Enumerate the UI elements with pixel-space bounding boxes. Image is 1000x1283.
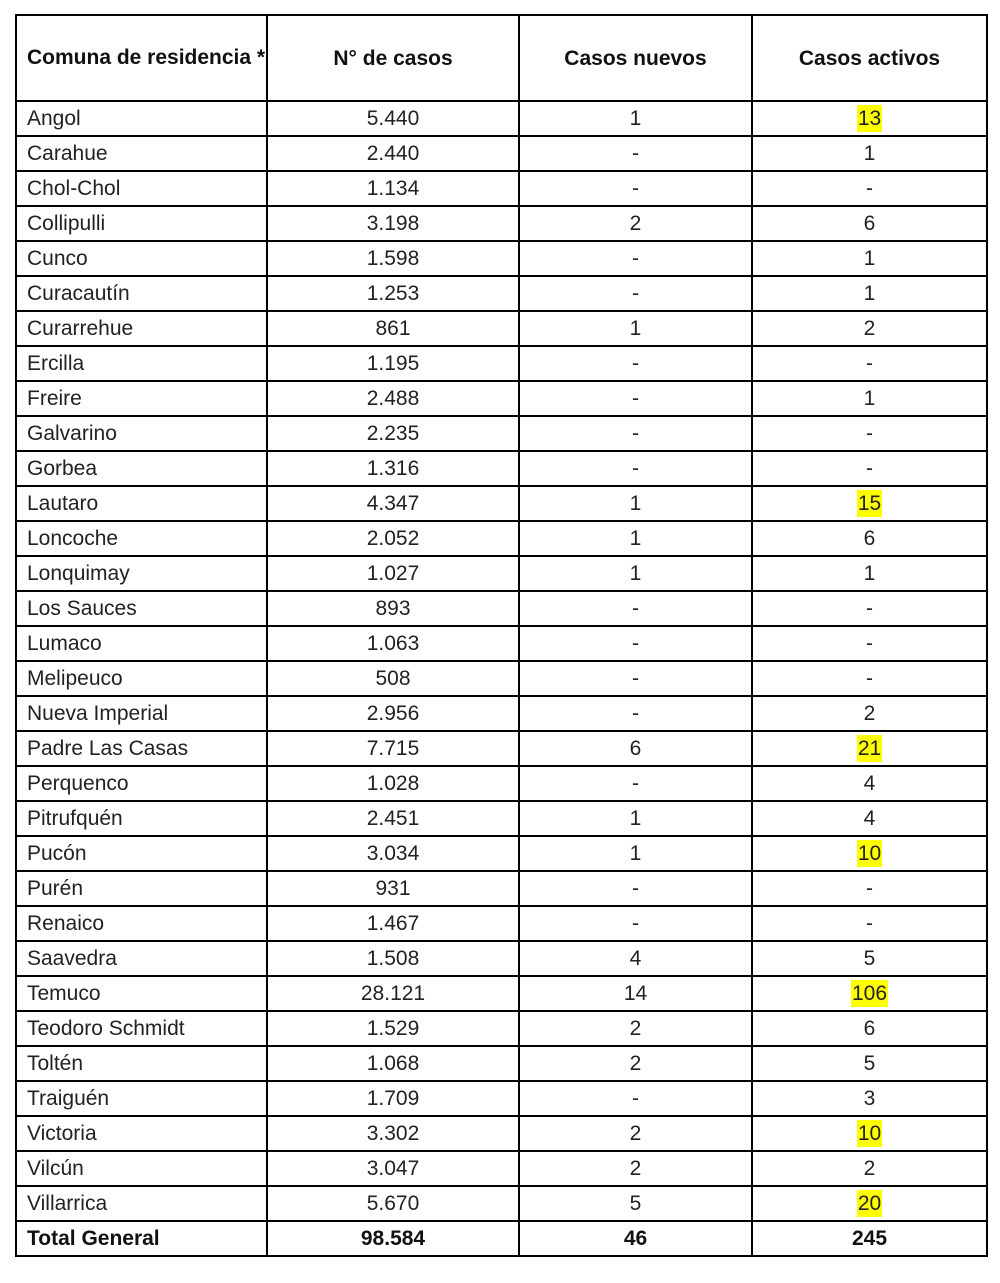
cell-comuna: Toltén (16, 1046, 267, 1081)
table-row (16, 1046, 987, 1081)
table-row (16, 1151, 987, 1186)
cell-activos: 2 (752, 1151, 987, 1186)
table-row (16, 276, 987, 311)
table-row (16, 241, 987, 276)
cell-comuna: Lonquimay (16, 556, 267, 591)
cell-comuna: Curarrehue (16, 311, 267, 346)
table-row (16, 976, 987, 1011)
cell-nuevos: - (519, 696, 752, 731)
cell-comuna: Angol (16, 101, 267, 136)
highlighted-value: 106 (851, 982, 888, 1005)
header-comuna: Comuna de residencia * (16, 15, 267, 101)
cell-activos: 6 (752, 206, 987, 241)
cell-nuevos: - (519, 451, 752, 486)
cell-activos: - (752, 626, 987, 661)
cell-comuna: Lumaco (16, 626, 267, 661)
cell-activos: 1 (752, 276, 987, 311)
cell-activos: 6 (752, 521, 987, 556)
cell-casos: 1.253 (267, 276, 519, 311)
cell-comuna: Carahue (16, 136, 267, 171)
cell-activos: - (752, 416, 987, 451)
cell-nuevos: 1 (519, 836, 752, 871)
highlighted-value: 10 (857, 1122, 882, 1145)
cell-activos: - (752, 661, 987, 696)
total-activos: 245 (752, 1221, 987, 1256)
cell-nuevos: - (519, 416, 752, 451)
cell-casos: 508 (267, 661, 519, 696)
cell-comuna: Pitrufquén (16, 801, 267, 836)
cell-nuevos: 1 (519, 801, 752, 836)
cell-comuna: Victoria (16, 1116, 267, 1151)
cell-comuna: Pucón (16, 836, 267, 871)
cell-nuevos: - (519, 171, 752, 206)
table-row (16, 346, 987, 381)
cell-activos: 6 (752, 1011, 987, 1046)
table-row (16, 486, 987, 521)
cell-comuna: Saavedra (16, 941, 267, 976)
cell-casos: 3.047 (267, 1151, 519, 1186)
header-activos: Casos activos (752, 15, 987, 101)
cell-casos: 1.709 (267, 1081, 519, 1116)
cell-comuna: Padre Las Casas (16, 731, 267, 766)
cell-nuevos: 2 (519, 1046, 752, 1081)
cell-comuna: Vilcún (16, 1151, 267, 1186)
cell-nuevos: - (519, 381, 752, 416)
cell-nuevos: 1 (519, 101, 752, 136)
cell-casos: 1.134 (267, 171, 519, 206)
cell-nuevos: - (519, 1081, 752, 1116)
cell-casos: 861 (267, 311, 519, 346)
highlighted-value: 10 (857, 842, 882, 865)
cell-activos (752, 101, 987, 136)
cell-activos: 5 (752, 941, 987, 976)
cell-activos (752, 976, 987, 1011)
table-row (16, 941, 987, 976)
cell-casos: 893 (267, 591, 519, 626)
cell-casos: 2.440 (267, 136, 519, 171)
cell-activos: - (752, 591, 987, 626)
cell-comuna: Renaico (16, 906, 267, 941)
cell-activos (752, 836, 987, 871)
cell-nuevos: 2 (519, 206, 752, 241)
cell-nuevos: 2 (519, 1011, 752, 1046)
cell-casos: 7.715 (267, 731, 519, 766)
cell-casos: 1.028 (267, 766, 519, 801)
cell-comuna: Traiguén (16, 1081, 267, 1116)
table-row (16, 801, 987, 836)
table-row (16, 1186, 987, 1221)
table-row (16, 136, 987, 171)
cell-casos: 28.121 (267, 976, 519, 1011)
cell-casos: 2.052 (267, 521, 519, 556)
cell-casos: 1.316 (267, 451, 519, 486)
cell-casos: 1.195 (267, 346, 519, 381)
cell-comuna: Ercilla (16, 346, 267, 381)
cell-comuna: Perquenco (16, 766, 267, 801)
cell-casos: 1.063 (267, 626, 519, 661)
cell-casos: 2.235 (267, 416, 519, 451)
cell-activos: - (752, 451, 987, 486)
cell-casos: 1.508 (267, 941, 519, 976)
cell-casos: 2.451 (267, 801, 519, 836)
header-row (16, 15, 987, 101)
cell-casos: 2.956 (267, 696, 519, 731)
cell-casos: 1.027 (267, 556, 519, 591)
cell-activos (752, 1116, 987, 1151)
cell-nuevos: - (519, 661, 752, 696)
cell-activos: 1 (752, 556, 987, 591)
cell-activos (752, 731, 987, 766)
cell-comuna: Collipulli (16, 206, 267, 241)
cell-casos: 2.488 (267, 381, 519, 416)
cell-activos: 1 (752, 381, 987, 416)
highlighted-value: 21 (857, 737, 882, 760)
table-row (16, 416, 987, 451)
total-label: Total General (16, 1221, 267, 1256)
table-row (16, 1081, 987, 1116)
cell-comuna: Freire (16, 381, 267, 416)
cell-nuevos: - (519, 626, 752, 661)
cell-activos: - (752, 346, 987, 381)
cell-activos: - (752, 171, 987, 206)
cell-nuevos: 6 (519, 731, 752, 766)
cell-activos: 4 (752, 766, 987, 801)
cell-nuevos: - (519, 871, 752, 906)
cell-nuevos: 1 (519, 521, 752, 556)
cell-nuevos: 4 (519, 941, 752, 976)
table-row (16, 521, 987, 556)
table-row (16, 101, 987, 136)
table-row (16, 766, 987, 801)
header-nuevos: Casos nuevos (519, 15, 752, 101)
cell-nuevos: - (519, 346, 752, 381)
header-casos: N° de casos (267, 15, 519, 101)
table-row (16, 206, 987, 241)
table-row (16, 836, 987, 871)
table-row (16, 906, 987, 941)
cell-activos: 1 (752, 136, 987, 171)
cell-activos: - (752, 871, 987, 906)
cell-comuna: Curacautín (16, 276, 267, 311)
total-casos: 98.584 (267, 1221, 519, 1256)
cell-casos: 3.302 (267, 1116, 519, 1151)
cell-comuna: Nueva Imperial (16, 696, 267, 731)
cell-nuevos: 5 (519, 1186, 752, 1221)
table-row (16, 626, 987, 661)
cell-casos: 5.670 (267, 1186, 519, 1221)
cell-activos (752, 1186, 987, 1221)
cell-casos: 3.034 (267, 836, 519, 871)
table-row (16, 381, 987, 416)
table-row (16, 591, 987, 626)
cell-comuna: Cunco (16, 241, 267, 276)
highlighted-value: 13 (857, 107, 882, 130)
cell-comuna: Villarrica (16, 1186, 267, 1221)
cell-casos: 931 (267, 871, 519, 906)
cell-comuna: Gorbea (16, 451, 267, 486)
table-row (16, 1011, 987, 1046)
cell-comuna: Teodoro Schmidt (16, 1011, 267, 1046)
cell-comuna: Temuco (16, 976, 267, 1011)
cell-nuevos: 1 (519, 486, 752, 521)
cell-nuevos: 14 (519, 976, 752, 1011)
total-row (16, 1221, 987, 1256)
cell-comuna: Lautaro (16, 486, 267, 521)
table-row (16, 696, 987, 731)
cell-comuna: Galvarino (16, 416, 267, 451)
table-row (16, 171, 987, 206)
cell-activos: 2 (752, 311, 987, 346)
cases-by-commune-table (15, 14, 988, 1257)
cell-activos: - (752, 906, 987, 941)
cell-comuna: Melipeuco (16, 661, 267, 696)
cell-nuevos: 2 (519, 1116, 752, 1151)
cell-activos: 4 (752, 801, 987, 836)
highlighted-value: 20 (857, 1192, 882, 1215)
table-body (16, 101, 987, 1256)
cell-comuna: Loncoche (16, 521, 267, 556)
cell-nuevos: - (519, 766, 752, 801)
cell-comuna: Chol-Chol (16, 171, 267, 206)
cell-casos: 4.347 (267, 486, 519, 521)
table-row (16, 1116, 987, 1151)
cell-nuevos: - (519, 591, 752, 626)
cell-casos: 1.467 (267, 906, 519, 941)
total-nuevos: 46 (519, 1221, 752, 1256)
cell-comuna: Purén (16, 871, 267, 906)
cell-nuevos: 2 (519, 1151, 752, 1186)
cell-activos: 1 (752, 241, 987, 276)
table-row (16, 661, 987, 696)
cell-nuevos: - (519, 136, 752, 171)
cell-activos: 3 (752, 1081, 987, 1116)
cell-nuevos: 1 (519, 311, 752, 346)
cell-casos: 1.529 (267, 1011, 519, 1046)
table-row (16, 451, 987, 486)
cell-activos: 2 (752, 696, 987, 731)
cell-comuna: Los Sauces (16, 591, 267, 626)
table-row (16, 311, 987, 346)
table-row (16, 556, 987, 591)
cell-casos: 5.440 (267, 101, 519, 136)
cell-nuevos: - (519, 241, 752, 276)
table-row (16, 731, 987, 766)
cell-nuevos: - (519, 906, 752, 941)
cell-activos (752, 486, 987, 521)
table-row (16, 871, 987, 906)
cell-nuevos: 1 (519, 556, 752, 591)
highlighted-value: 15 (857, 492, 882, 515)
cell-casos: 1.068 (267, 1046, 519, 1081)
cell-casos: 1.598 (267, 241, 519, 276)
cell-casos: 3.198 (267, 206, 519, 241)
cell-nuevos: - (519, 276, 752, 311)
cell-activos: 5 (752, 1046, 987, 1081)
